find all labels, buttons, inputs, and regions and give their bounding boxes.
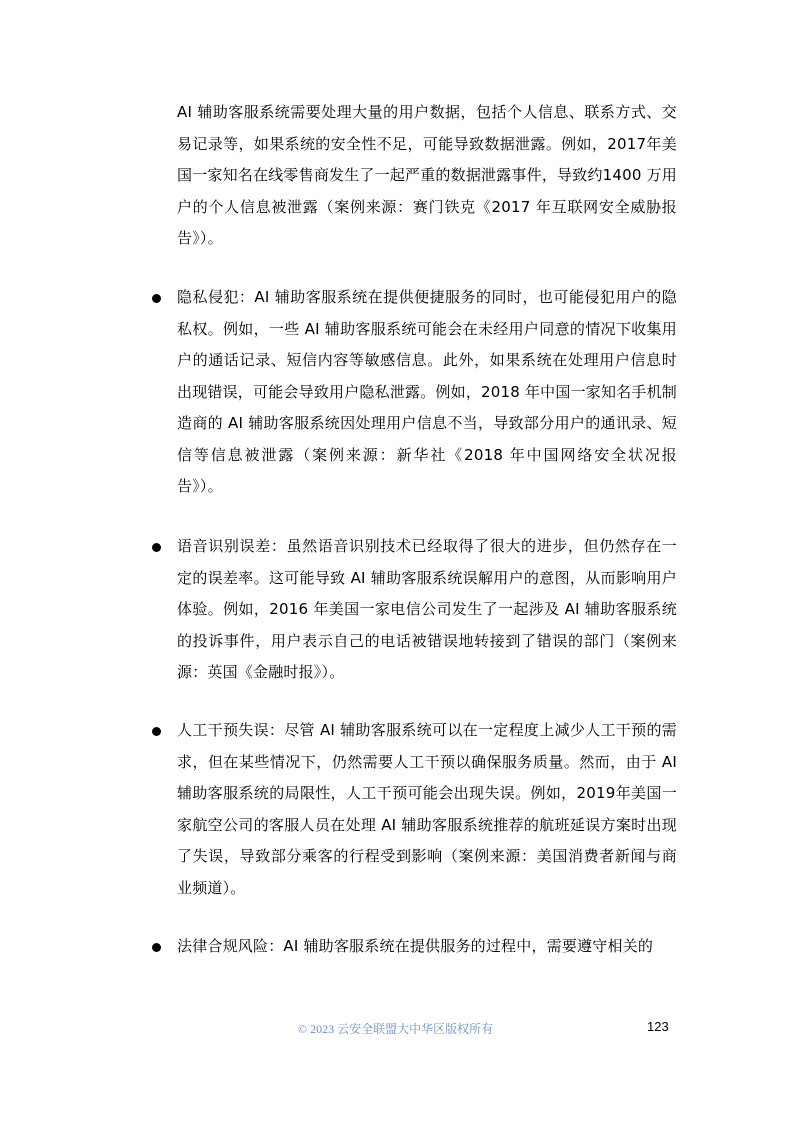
bullet-privacy-text: 隐私侵犯：AI 辅助客服系统在提供便捷服务的同时，也可能侵犯用户的隐私权。例如，一些 AI 辅助客服系统可能会在未经用户同意的情况下收集用户的通话记录、短信内容等敏感信息。此外，如果系统在处理用户信息时出现错误，可能会导致用户隐私泄露。例如，2018 年中国一家知名手机制造商的 AI 辅助客服系统因处理用户信息不当，导致部分用户的通讯录、短信等信息被泄露（案例来源：新华社《2018 年中国网络安全状况报告》）。 bbox=[177, 288, 677, 495]
page-number: 123 bbox=[647, 1019, 669, 1034]
bullet-legal-risk-text: 法律合规风险：AI 辅助客服系统在提供服务的过程中，需要遵守相关的 bbox=[177, 937, 654, 955]
bullet-dot-icon bbox=[152, 943, 161, 952]
bullet-speech-error-text: 语音识别误差：虽然语音识别技术已经取得了很大的进步，但仍然存在一定的误差率。这可能导致 AI 辅助客服系统误解用户的意图，从而影响用户体验。例如，2016 年美国一家电信公司发生了一起涉及 AI 辅助客服系统的投诉事件，用户表示自己的电话被错误地转接到了错误的部门（案例来源：英国《金融时报》）。 bbox=[177, 537, 677, 681]
bullet-dot-icon bbox=[152, 543, 161, 552]
footer-copyright: © 2023 云安全联盟大中华区版权所有 bbox=[298, 1022, 494, 1036]
intro-paragraph: AI 辅助客服系统需要处理大量的用户数据，包括个人信息、联系方式、交易记录等，如果系统的安全性不足，可能导致数据泄露。例如，2017年美国一家知名在线零售商发生了一起严重的数据泄露事件，导致约1400 万用户的个人信息被泄露（案例来源：赛门铁克《2017 年互联网安全威胁报告》）。 bbox=[177, 103, 677, 247]
bullet-human-error-text: 人工干预失误：尽管 AI 辅助客服系统可以在一定程度上减少人工干预的需求，但在某些情况下，仍然需要人工干预以确保服务质量。然而，由于 AI 辅助客服系统的局限性，人工干预可能会出现失误。例如，2019年美国一家航空公司的客服人员在处理 AI 辅助客服系统推荐的航班延误方案时出现了失误，导致部分乘客的行程受到影响（案例来源：美国消费者新闻与商业频道）。 bbox=[177, 721, 677, 897]
bullet-dot-icon bbox=[152, 294, 161, 303]
bullet-dot-icon bbox=[152, 727, 161, 736]
